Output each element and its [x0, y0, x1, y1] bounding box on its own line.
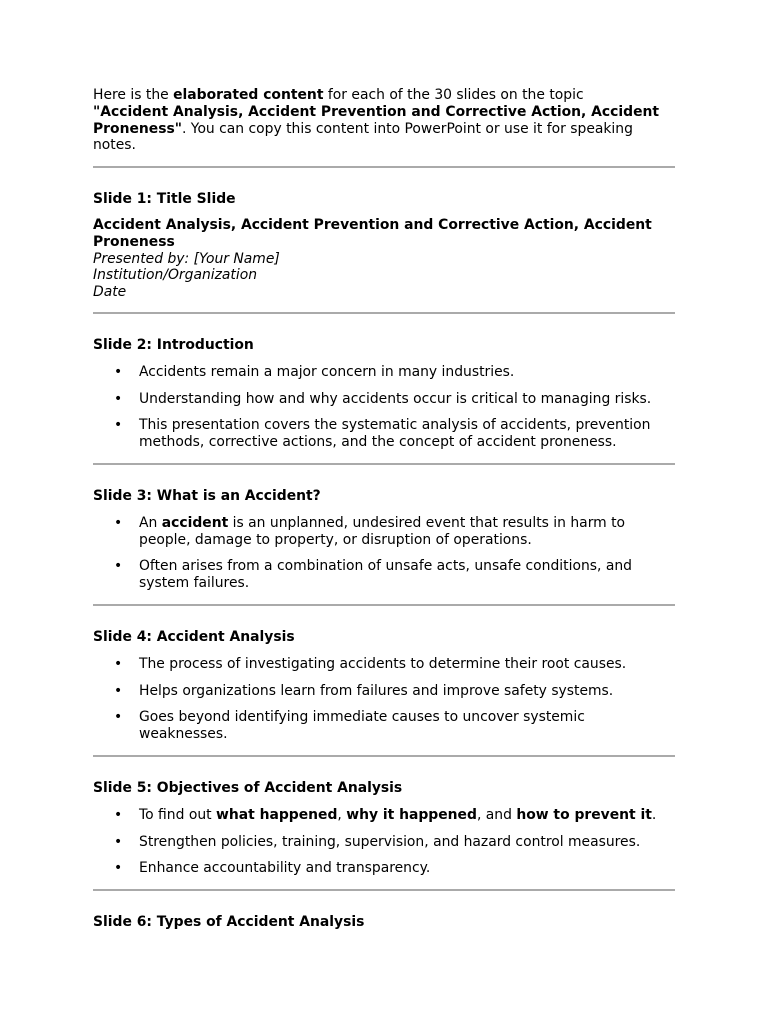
slide-6-section [93, 914, 675, 931]
bullet-list [93, 364, 675, 451]
slide-2-section [93, 337, 675, 451]
list-item-bold: what happened [216, 806, 338, 823]
divider [93, 755, 675, 757]
bullet-icon: • [114, 417, 123, 434]
list-item-text: Accidents remain a major concern in many industries. [139, 363, 515, 380]
list-item [93, 364, 675, 381]
presenter-line: Presented by: [Your Name] [93, 250, 280, 267]
list-item-text: , [337, 806, 347, 823]
list-item-text: To find out [139, 806, 216, 823]
slide-heading: Slide 1: Title Slide [93, 191, 236, 208]
intro-topic: "Accident Analysis, Accident Prevention and Corrective Action, Accident Proneness" [93, 103, 660, 137]
list-item-text: Strengthen policies, training, supervision, and hazard control measures. [139, 833, 641, 850]
slide-heading: Slide 5: Objectives of Accident Analysis [93, 779, 403, 796]
intro-text: for each of the 30 slides on the topic [323, 87, 584, 103]
list-item [93, 656, 675, 673]
slide-4-section [93, 629, 675, 743]
bullet-icon: • [114, 363, 123, 380]
divider [93, 166, 675, 168]
slide-3-section [93, 488, 675, 592]
list-item [93, 683, 675, 700]
slide-heading: Slide 3: What is an Accident? [93, 487, 321, 504]
list-item-text: Enhance accountability and transparency. [139, 860, 431, 877]
date-line: Date [93, 284, 127, 301]
slide-heading: Slide 2: Introduction [93, 336, 254, 353]
bullet-icon: • [114, 860, 123, 877]
bullet-icon: • [114, 558, 123, 575]
list-item-text: . [651, 806, 657, 823]
list-item [93, 391, 675, 408]
list-item [93, 417, 675, 451]
bullet-icon: • [114, 833, 123, 850]
bullet-icon: • [114, 390, 123, 407]
bullet-list [93, 515, 675, 592]
list-item [93, 807, 675, 824]
list-item-bold: accident [161, 514, 229, 531]
bullet-icon: • [114, 655, 123, 672]
list-item-bold: how to prevent it [516, 806, 652, 823]
list-item [93, 558, 675, 592]
slide-heading: Slide 4: Accident Analysis [93, 628, 295, 645]
divider [93, 463, 675, 465]
document-page [93, 87, 675, 931]
bullet-icon: • [114, 806, 123, 823]
divider [93, 889, 675, 891]
intro-bold: elaborated content [173, 87, 324, 103]
title-block [93, 217, 675, 301]
list-item-text: Understanding how and why accidents occur is critical to managing risks. [139, 390, 652, 407]
list-item [93, 709, 675, 743]
list-item-text: An [139, 514, 162, 531]
list-item [93, 834, 675, 851]
list-item-text: Helps organizations learn from failures and improve safety systems. [139, 682, 614, 699]
bullet-icon: • [114, 709, 123, 726]
list-item-text: is an unplanned, undesired event that results in harm to people, damage to property, or disruption of operations. [139, 514, 626, 548]
list-item-text: This presentation covers the systematic analysis of accidents, prevention methods, corrective actions, and the concept of accident proneness. [139, 417, 651, 451]
intro-text: Here is the [93, 87, 174, 103]
slide-heading: Slide 6: Types of Accident Analysis [93, 914, 365, 931]
list-item-text: , and [476, 806, 517, 823]
list-item-bold: why it happened [346, 806, 477, 823]
bullet-list [93, 807, 675, 877]
intro-text: . You can copy this content into PowerPoint or use it for speaking notes. [93, 120, 633, 154]
divider [93, 312, 675, 314]
list-item [93, 860, 675, 877]
list-item [93, 515, 675, 549]
divider [93, 604, 675, 606]
list-item-text: The process of investigating accidents to determine their root causes. [139, 655, 627, 672]
bullet-list [93, 656, 675, 743]
bullet-icon: • [114, 514, 123, 531]
slide-5-section [93, 780, 675, 877]
list-item-text: Often arises from a combination of unsafe acts, unsafe conditions, and system failures. [139, 558, 632, 592]
slide-1-section [93, 191, 675, 301]
list-item-text: Goes beyond identifying immediate causes to uncover systemic weaknesses. [139, 709, 585, 743]
bullet-icon: • [114, 682, 123, 699]
intro-paragraph [93, 87, 675, 154]
institution-line: Institution/Organization [93, 267, 258, 284]
presentation-title: Accident Analysis, Accident Prevention and Corrective Action, Accident Proneness [93, 216, 652, 250]
